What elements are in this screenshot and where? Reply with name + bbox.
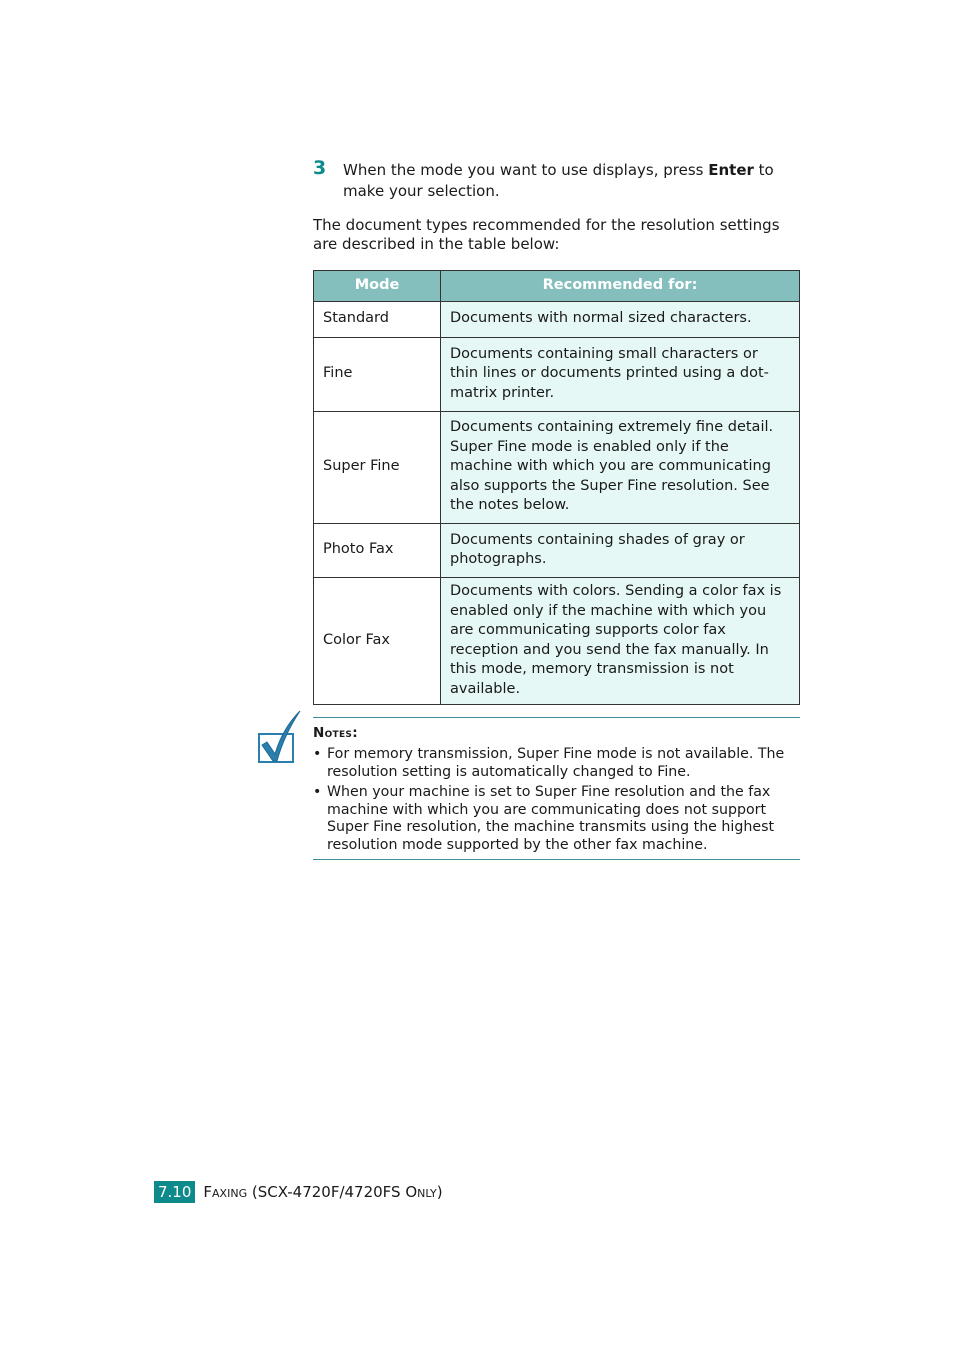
resolution-table xyxy=(313,270,800,705)
intro-paragraph: The document types recommended for the resolution settings are described in the table below: xyxy=(313,216,780,253)
table-header-row xyxy=(314,271,800,302)
header-recommended: Recommended for: xyxy=(441,271,800,302)
chapter-title: Faxing (SCX-4720F/4720FS Only) xyxy=(203,1183,443,1201)
table-row xyxy=(314,524,800,578)
enter-key-label: Enter xyxy=(708,161,754,179)
mode-cell: Super Fine xyxy=(314,412,441,524)
notes-list xyxy=(313,746,800,857)
table-row xyxy=(314,578,800,705)
mode-cell: Color Fax xyxy=(314,578,441,705)
table-row xyxy=(314,338,800,412)
header-mode: Mode xyxy=(314,271,441,302)
table-row xyxy=(314,412,800,524)
page-footer xyxy=(154,1181,443,1203)
step-text: When the mode you want to use displays, press Enter to make your selection. xyxy=(343,161,774,200)
list-item: • For memory transmission, Super Fine mode is not available. The resolution setting is automatically changed to Fine. xyxy=(313,746,800,781)
notes-box xyxy=(313,717,800,860)
step-number: 3 xyxy=(313,157,327,179)
notes-title: Notes: xyxy=(313,725,358,741)
mode-cell: Photo Fax xyxy=(314,524,441,578)
description-cell: Documents containing small characters or thin lines or documents printed using a dot-matrix printer. xyxy=(441,338,800,412)
description-cell: Documents containing shades of gray or photographs. xyxy=(441,524,800,578)
mode-cell: Standard xyxy=(314,302,441,338)
table-row xyxy=(314,302,800,338)
list-item: • When your machine is set to Super Fine resolution and the fax machine with which you are communicating does not support Super Fine resolution, the machine transmits using the highest resolution mode supported by the other fax machine. xyxy=(313,784,800,854)
description-cell: Documents with normal sized characters. xyxy=(441,302,800,338)
description-cell: Documents with colors. Sending a color fax is enabled only if the machine with which you are communicating supports color fax reception and you send the fax manually. In this mode, memory transmission is not available. xyxy=(441,578,800,705)
page-number: 7.10 xyxy=(154,1181,195,1203)
mode-cell: Fine xyxy=(314,338,441,412)
description-cell: Documents containing extremely fine detail. Super Fine mode is enabled only if the machine with which you are communicating also supports the Super Fine resolution. See the notes below. xyxy=(441,412,800,524)
checkmark-icon xyxy=(256,709,302,765)
